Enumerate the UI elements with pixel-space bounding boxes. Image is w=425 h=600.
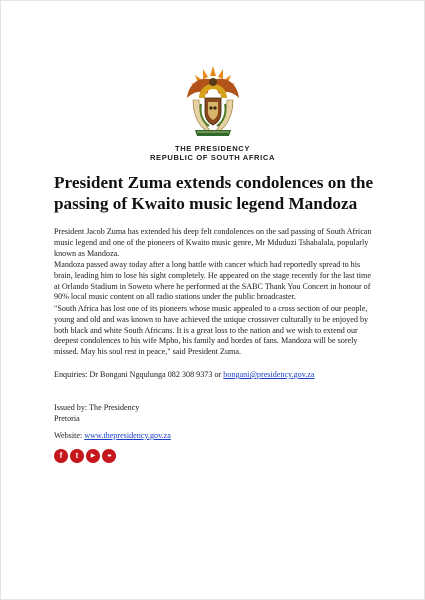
social-links: [54, 449, 116, 463]
website-link[interactable]: www.thepresidency.gov.za: [84, 431, 171, 440]
twitter-icon[interactable]: t: [70, 449, 84, 463]
coat-of-arms-icon: [183, 64, 243, 140]
facebook-icon[interactable]: f: [54, 449, 68, 463]
article-paragraph-3: "South Africa has lost one of its pioneers whose music appealed to a cross section of our people, young and old and was known to have achieved the unique crossover culturally to be enjoyed by both black and white South Africans. It is a great loss to the nation and we wish to extend our deepest condolences to his wife Mpho, his family and hordes of fans. Mandoza will be sorely missed. May his soul rest in peace," said President Zuma.: [54, 304, 369, 357]
issued-by-block: [54, 403, 376, 425]
org-name-line2: REPUBLIC OF SOUTH AFRICA: [149, 153, 276, 162]
website-label: Website:: [54, 431, 85, 440]
enquiries-email-link[interactable]: bongani@presidency.gov.za: [223, 370, 315, 379]
enquiries-text: Enquiries: Dr Bongani Ngqulunga 082 308 9373 or: [54, 370, 224, 379]
youtube-icon[interactable]: ▶: [86, 449, 100, 463]
issued-city-line: Pretoria: [54, 413, 80, 423]
org-name-line1: THE PRESIDENCY: [174, 144, 251, 153]
article-paragraph-1: President Jacob Zuma has extended his deep felt condolences on the sad passing of South African music legend and one of the pioneers of Kwaito music genre, Mr Mduduzi Tshabalala, popularly known as Mandoza.: [54, 227, 372, 258]
article-paragraph-2: Mandoza passed away today after a long battle with cancer which had reportedly spread to his brain, leading him to lose his sight completely. He appeared on the stage recently for the last time at Orlando Stadium in Soweto where he performed at the SABC Thank You Concert in honour of 90% local music content on all radio stations under the public broadcaster.: [54, 260, 371, 302]
article-headline: President Zuma extends condolences on the passing of Kwaito music legend Mandoza: [54, 173, 374, 213]
enquiries-line: [54, 370, 376, 381]
issued-by-line: Issued by: The Presidency: [54, 403, 140, 412]
website-line: [54, 431, 376, 442]
flickr-icon[interactable]: ••: [102, 449, 116, 463]
